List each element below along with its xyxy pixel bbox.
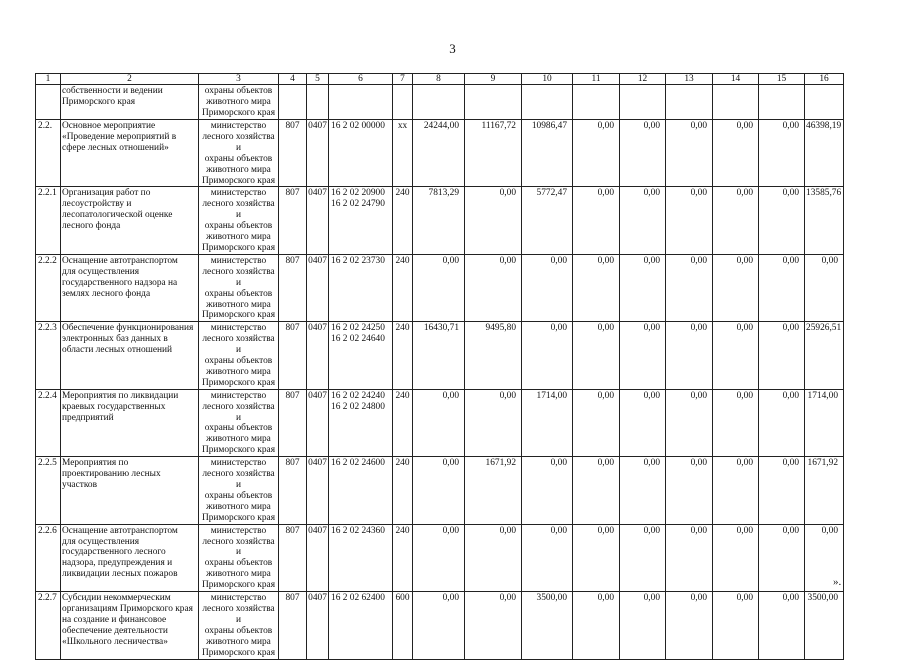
cell-value: 0,00 [413, 389, 465, 456]
cell-name: Мероприятия по проектированию лесных участков [61, 457, 199, 524]
table-row [36, 187, 844, 254]
cell-name: Организация работ по лесоустройству и лесопатологической оценке лесного фонда [61, 187, 199, 254]
header-cell: 13 [666, 74, 713, 85]
cell-value: 0,00 [620, 592, 666, 659]
cell-value: 0,00 [573, 389, 620, 456]
cell-value: 0,00 [413, 254, 465, 321]
cell-empty [329, 85, 393, 120]
cell-executor: министерство лесного хозяйства и охраны объектов животного мира Приморского края [199, 322, 279, 389]
cell-grbs: 807 [279, 120, 307, 187]
cell-num: 2.2.2 [36, 254, 61, 321]
table-row [36, 120, 844, 187]
cell-vr: 240 [393, 524, 413, 591]
cell-csr: 16 2 02 23730 [329, 254, 393, 321]
cell-name: Мероприятия по ликвидации краевых государственных предприятий [61, 389, 199, 456]
budget-table [35, 73, 844, 660]
cell-value: 0,00 [666, 389, 713, 456]
cell-vr: 240 [393, 457, 413, 524]
cell-value: 0,00 [620, 389, 666, 456]
header-cell: 12 [620, 74, 666, 85]
header-cell: 1 [36, 74, 61, 85]
cell-value: 0,00 [805, 524, 844, 591]
header-cell: 14 [713, 74, 759, 85]
cell-empty [279, 85, 307, 120]
cell-num: 2.2. [36, 120, 61, 187]
cell-value: 0,00 [713, 592, 759, 659]
cell-rzpr: 0407 [307, 457, 329, 524]
cell-empty [413, 85, 465, 120]
cell-value: 0,00 [713, 524, 759, 591]
cell-empty [805, 85, 844, 120]
cell-value: 5772,47 [522, 187, 573, 254]
header-cell: 8 [413, 74, 465, 85]
cell-executor: министерство лесного хозяйства и охраны объектов животного мира Приморского края [199, 457, 279, 524]
header-cell: 3 [199, 74, 279, 85]
cell-empty [713, 85, 759, 120]
cell-value: 0,00 [759, 254, 805, 321]
cell-grbs: 807 [279, 187, 307, 254]
cell-value: 0,00 [620, 187, 666, 254]
cell-value: 0,00 [573, 457, 620, 524]
cell-value: 0,00 [759, 120, 805, 187]
cell-value: 0,00 [522, 322, 573, 389]
cell-executor: министерство лесного хозяйства и охраны объектов животного мира Приморского края [199, 389, 279, 456]
cell-name: Субсидии некоммерческим организациям Приморского края на создание и финансовое обеспечение деятельности «Школьного лесничества» [61, 592, 199, 659]
cell-value: 0,00 [805, 254, 844, 321]
cell-name: собственности и ведении Приморского края [61, 85, 199, 120]
header-cell: 11 [573, 74, 620, 85]
cell-value: 0,00 [759, 592, 805, 659]
cell-value: 0,00 [522, 254, 573, 321]
cell-empty [759, 85, 805, 120]
cell-grbs: 807 [279, 592, 307, 659]
cell-value: 0,00 [465, 592, 522, 659]
cell-value: 25926,51 [805, 322, 844, 389]
cell-rzpr: 0407 [307, 254, 329, 321]
cell-csr: 16 2 02 20900 16 2 02 24790 [329, 187, 393, 254]
cell-value: 10986,47 [522, 120, 573, 187]
cell-vr: 240 [393, 389, 413, 456]
cell-rzpr: 0407 [307, 120, 329, 187]
cell-grbs: 807 [279, 389, 307, 456]
cell-num: 2.2.3 [36, 322, 61, 389]
cell-rzpr: 0407 [307, 592, 329, 659]
cell-value: 7813,29 [413, 187, 465, 254]
cell-value: 11167,72 [465, 120, 522, 187]
cell-value: 3500,00 [805, 592, 844, 659]
cell-vr: 240 [393, 187, 413, 254]
table-body [36, 74, 844, 660]
cell-value: 0,00 [713, 187, 759, 254]
header-cell: 15 [759, 74, 805, 85]
cell-value: 0,00 [573, 187, 620, 254]
cell-empty [666, 85, 713, 120]
cell-grbs: 807 [279, 254, 307, 321]
cell-value: 0,00 [465, 187, 522, 254]
cell-value: 0,00 [759, 457, 805, 524]
header-cell: 16 [805, 74, 844, 85]
cell-value: 0,00 [573, 322, 620, 389]
cell-empty [573, 85, 620, 120]
cell-name: Оснащение автотранспортом для осуществления государственного надзора на землях лесного фонда [61, 254, 199, 321]
cell-csr: 16 2 02 62400 [329, 592, 393, 659]
cell-value: 1671,92 [465, 457, 522, 524]
cell-value: 0,00 [666, 592, 713, 659]
cell-executor: министерство лесного хозяйства и охраны объектов животного мира Приморского края [199, 592, 279, 659]
cell-value: 0,00 [713, 457, 759, 524]
cell-rzpr: 0407 [307, 187, 329, 254]
cell-executor: министерство лесного хозяйства и охраны объектов животного мира Приморского края [199, 120, 279, 187]
cell-rzpr: 0407 [307, 389, 329, 456]
cell-value: 9495,80 [465, 322, 522, 389]
cell-num: 2.2.7 [36, 592, 61, 659]
cell-empty [307, 85, 329, 120]
cell-value: 1714,00 [805, 389, 844, 456]
page-number: 3 [449, 41, 456, 56]
cell-value: 0,00 [465, 254, 522, 321]
cell-empty [522, 85, 573, 120]
cell-value: 0,00 [413, 592, 465, 659]
cell-num: 2.2.5 [36, 457, 61, 524]
cell-value: 46398,19 [805, 120, 844, 187]
cell-executor: министерство лесного хозяйства и охраны объектов животного мира Приморского края [199, 187, 279, 254]
table-row [36, 322, 844, 389]
cell-value: 0,00 [465, 389, 522, 456]
cell-value: 0,00 [666, 322, 713, 389]
cell-name: Обеспечение функционирования электронных баз данных в области лесных отношений [61, 322, 199, 389]
cell-value: 0,00 [666, 120, 713, 187]
cell-grbs: 807 [279, 457, 307, 524]
cell-csr: 16 2 02 00000 [329, 120, 393, 187]
closing-quote-mark: ». [833, 576, 842, 588]
cell-value: 0,00 [759, 389, 805, 456]
table-row [36, 389, 844, 456]
cell-value: 0,00 [620, 322, 666, 389]
cell-empty [393, 85, 413, 120]
header-cell: 5 [307, 74, 329, 85]
header-row [36, 74, 844, 85]
cell-value: 1671,92 [805, 457, 844, 524]
cell-empty [465, 85, 522, 120]
continuation-row [36, 85, 844, 120]
cell-value: 0,00 [620, 254, 666, 321]
cell-value: 0,00 [666, 457, 713, 524]
cell-name: Оснащение автотранспортом для осуществления государственного лесного надзора, предупреждения и ликвидации лесных пожаров [61, 524, 199, 591]
cell-value: 0,00 [759, 187, 805, 254]
cell-value: 0,00 [666, 187, 713, 254]
cell-num: 2.2.6 [36, 524, 61, 591]
cell-executor: министерство лесного хозяйства и охраны объектов животного мира Приморского края [199, 254, 279, 321]
cell-num: 2.2.1 [36, 187, 61, 254]
cell-value: 0,00 [522, 457, 573, 524]
cell-value: 0,00 [465, 524, 522, 591]
cell-value: 0,00 [620, 524, 666, 591]
cell-value: 0,00 [573, 254, 620, 321]
cell-grbs: 807 [279, 322, 307, 389]
header-cell: 6 [329, 74, 393, 85]
cell-rzpr: 0407 [307, 524, 329, 591]
cell-value: 13585,76 [805, 187, 844, 254]
cell-vr: 240 [393, 254, 413, 321]
header-cell: 9 [465, 74, 522, 85]
cell-value: 0,00 [573, 524, 620, 591]
header-cell: 7 [393, 74, 413, 85]
cell-value: 24244,00 [413, 120, 465, 187]
header-cell: 2 [61, 74, 199, 85]
cell-value: 0,00 [620, 120, 666, 187]
table-row [36, 524, 844, 591]
cell-value: 0,00 [759, 524, 805, 591]
cell-num: 2.2.4 [36, 389, 61, 456]
cell-vr: хх [393, 120, 413, 187]
table-row [36, 592, 844, 659]
cell-value: 0,00 [413, 524, 465, 591]
cell-empty [620, 85, 666, 120]
cell-vr: 600 [393, 592, 413, 659]
cell-value: 16430,71 [413, 322, 465, 389]
cell-value: 0,00 [759, 322, 805, 389]
cell-csr: 16 2 02 24250 16 2 02 24640 [329, 322, 393, 389]
cell-value: 0,00 [522, 524, 573, 591]
table-row [36, 457, 844, 524]
cell-value: 0,00 [666, 254, 713, 321]
cell-value: 0,00 [573, 592, 620, 659]
cell-executor: министерство лесного хозяйства и охраны объектов животного мира Приморского края [199, 524, 279, 591]
cell-value: 3500,00 [522, 592, 573, 659]
cell-value: 0,00 [713, 322, 759, 389]
cell-csr: 16 2 02 24360 [329, 524, 393, 591]
header-cell: 10 [522, 74, 573, 85]
cell-vr: 240 [393, 322, 413, 389]
cell-value: 0,00 [413, 457, 465, 524]
cell-grbs: 807 [279, 524, 307, 591]
cell-value: 0,00 [713, 254, 759, 321]
cell-csr: 16 2 02 24240 16 2 02 24800 [329, 389, 393, 456]
cell-value: 0,00 [713, 389, 759, 456]
table-row [36, 254, 844, 321]
cell-value: 0,00 [573, 120, 620, 187]
cell-value: 0,00 [713, 120, 759, 187]
cell-rzpr: 0407 [307, 322, 329, 389]
cell-csr: 16 2 02 24600 [329, 457, 393, 524]
cell-executor: охраны объектов животного мира Приморского края [199, 85, 279, 120]
cell-name: Основное мероприятие «Проведение мероприятий в сфере лесных отношений» [61, 120, 199, 187]
cell-value: 1714,00 [522, 389, 573, 456]
cell-num [36, 85, 61, 120]
header-cell: 4 [279, 74, 307, 85]
cell-value: 0,00 [620, 457, 666, 524]
cell-value: 0,00 [666, 524, 713, 591]
